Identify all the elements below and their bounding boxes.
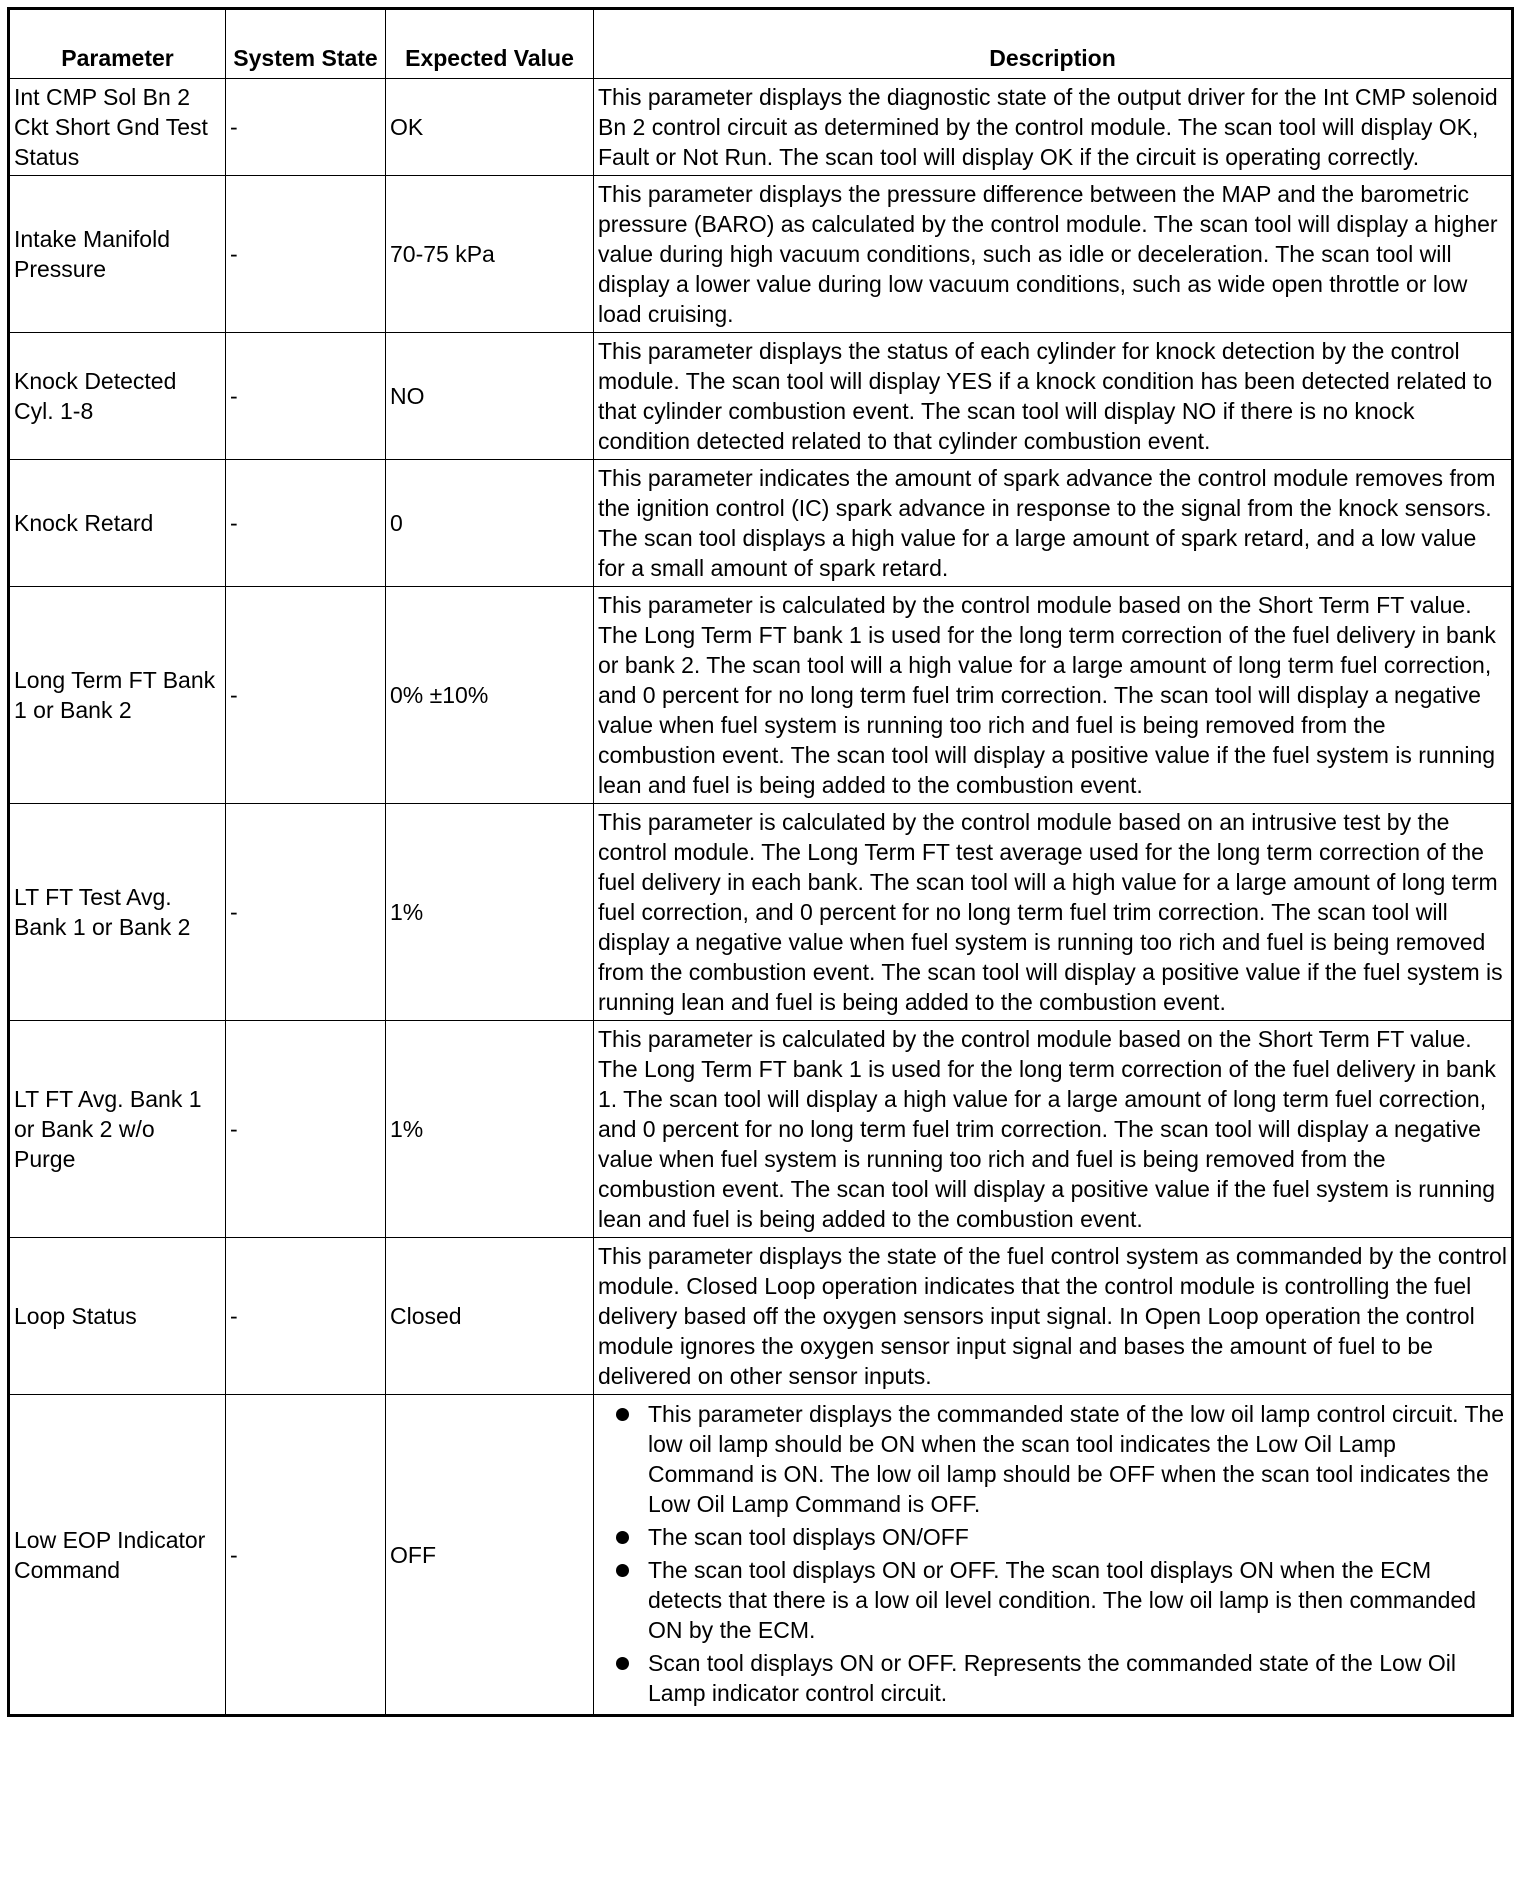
- cell-parameter: LT FT Test Avg. Bank 1 or Bank 2: [9, 804, 226, 1021]
- cell-parameter: LT FT Avg. Bank 1 or Bank 2 w/o Purge: [9, 1021, 226, 1238]
- cell-system-state: -: [226, 1021, 386, 1238]
- cell-system-state: -: [226, 79, 386, 176]
- cell-parameter: Knock Detected Cyl. 1-8: [9, 333, 226, 460]
- bullet-text: The scan tool displays ON/OFF: [648, 1524, 969, 1550]
- bullet-dot-icon: [616, 1657, 629, 1670]
- cell-system-state: -: [226, 176, 386, 333]
- bullet-dot-icon: [616, 1531, 629, 1544]
- description-bullet-list: [598, 1399, 1507, 1708]
- cell-parameter: Intake Manifold Pressure: [9, 176, 226, 333]
- table-row: [9, 804, 1513, 1021]
- cell-description: This parameter indicates the amount of spark advance the control module removes from the ignition control (IC) spark advance in response to the signal from the knock sensors. The scan tool displays a high value for a large amount of spark retard, and a low value for a small amount of spark retard.: [594, 460, 1513, 587]
- cell-expected-value: NO: [386, 333, 594, 460]
- table-row: [9, 79, 1513, 176]
- cell-system-state: -: [226, 1238, 386, 1395]
- cell-parameter: Low EOP Indicator Command: [9, 1395, 226, 1716]
- table-header-row: [9, 9, 1513, 79]
- bullet-item: [598, 1399, 1507, 1519]
- bullet-item: [598, 1555, 1507, 1645]
- cell-description-bullets: [594, 1395, 1513, 1716]
- table-row: [9, 587, 1513, 804]
- bullet-item: [598, 1648, 1507, 1708]
- table-row: [9, 1238, 1513, 1395]
- cell-system-state: -: [226, 804, 386, 1021]
- cell-description: This parameter displays the diagnostic state of the output driver for the Int CMP solenoid Bn 2 control circuit as determined by the control module. The scan tool will display OK, Fault or Not Run. The scan tool will display OK if the circuit is operating correctly.: [594, 79, 1513, 176]
- table-row: [9, 333, 1513, 460]
- cell-system-state: -: [226, 1395, 386, 1716]
- cell-expected-value: 0: [386, 460, 594, 587]
- bullet-text: This parameter displays the commanded state of the low oil lamp control circuit. The low oil lamp should be ON when the scan tool indicates the Low Oil Lamp Command is ON. The low oil lamp should be OFF when the scan tool indicates the Low Oil Lamp Command is OFF.: [648, 1401, 1505, 1517]
- cell-expected-value: 1%: [386, 1021, 594, 1238]
- cell-expected-value: OK: [386, 79, 594, 176]
- cell-parameter: Knock Retard: [9, 460, 226, 587]
- cell-description: This parameter displays the status of each cylinder for knock detection by the control module. The scan tool will display YES if a knock condition has been detected related to that cylinder combustion event. The scan tool will display NO if there is no knock condition detected related to that cylinder combustion event.: [594, 333, 1513, 460]
- cell-parameter: Long Term FT Bank 1 or Bank 2: [9, 587, 226, 804]
- bullet-text: Scan tool displays ON or OFF. Represents the commanded state of the Low Oil Lamp indicator control circuit.: [648, 1650, 1456, 1706]
- cell-parameter: Int CMP Sol Bn 2 Ckt Short Gnd Test Status: [9, 79, 226, 176]
- table-row: [9, 176, 1513, 333]
- table-row: [9, 460, 1513, 587]
- bullet-dot-icon: [616, 1564, 629, 1577]
- cell-expected-value: 70-75 kPa: [386, 176, 594, 333]
- parameter-table: [7, 7, 1514, 1717]
- cell-description: This parameter is calculated by the control module based on the Short Term FT value. The Long Term FT bank 1 is used for the long term correction of the fuel delivery in bank 1. The scan tool will display a high value for a large amount of long term fuel correction, and 0 percent for no long term fuel trim correction. The scan tool will display a negative value when fuel system is running too rich and fuel is being removed from the combustion event. The scan tool will display a positive value if the fuel system is running lean and fuel is being added to the combustion event.: [594, 1021, 1513, 1238]
- cell-parameter: Loop Status: [9, 1238, 226, 1395]
- header-parameter: Parameter: [9, 9, 226, 79]
- bullet-text: The scan tool displays ON or OFF. The scan tool displays ON when the ECM detects that there is a low oil level condition. The low oil lamp is then commanded ON by the ECM.: [648, 1557, 1477, 1643]
- header-description: Description: [594, 9, 1513, 79]
- bullet-dot-icon: [616, 1408, 629, 1421]
- cell-description: This parameter is calculated by the control module based on an intrusive test by the control module. The Long Term FT test average used for the long term correction of the fuel delivery in each bank. The scan tool will a high value for a large amount of long term fuel correction, and 0 percent for no long term fuel trim correction. The scan tool will display a negative value when fuel system is running too rich and fuel is being removed from the combustion event. The scan tool will display a positive value if the fuel system is running lean and fuel is being added to the combustion event.: [594, 804, 1513, 1021]
- cell-system-state: -: [226, 587, 386, 804]
- cell-expected-value: 1%: [386, 804, 594, 1021]
- cell-expected-value: 0% ±10%: [386, 587, 594, 804]
- cell-system-state: -: [226, 333, 386, 460]
- header-expected-value: Expected Value: [386, 9, 594, 79]
- cell-description: This parameter displays the state of the fuel control system as commanded by the control module. Closed Loop operation indicates that the control module is controlling the fuel delivery based off the oxygen sensors input signal. In Open Loop operation the control module ignores the oxygen sensor input signal and bases the amount of fuel to be delivered on other sensor inputs.: [594, 1238, 1513, 1395]
- header-system-state: System State: [226, 9, 386, 79]
- table-row: [9, 1021, 1513, 1238]
- cell-system-state: -: [226, 460, 386, 587]
- cell-description: This parameter displays the pressure difference between the MAP and the barometric pressure (BARO) as calculated by the control module. The scan tool will display a higher value during high vacuum conditions, such as idle or deceleration. The scan tool will display a lower value during low vacuum conditions, such as wide open throttle or low load cruising.: [594, 176, 1513, 333]
- cell-description: This parameter is calculated by the control module based on the Short Term FT value. The Long Term FT bank 1 is used for the long term correction of the fuel delivery in bank or bank 2. The scan tool will a high value for a large amount of long term fuel correction, and 0 percent for no long term fuel trim correction. The scan tool will display a negative value when fuel system is running too rich and fuel is being removed from the combustion event. The scan tool will display a positive value if the fuel system is running lean and fuel is being added to the combustion event.: [594, 587, 1513, 804]
- parameter-table-sheet: [7, 7, 1511, 1717]
- bullet-item: [598, 1522, 1507, 1552]
- cell-expected-value: OFF: [386, 1395, 594, 1716]
- cell-expected-value: Closed: [386, 1238, 594, 1395]
- table-row: [9, 1395, 1513, 1716]
